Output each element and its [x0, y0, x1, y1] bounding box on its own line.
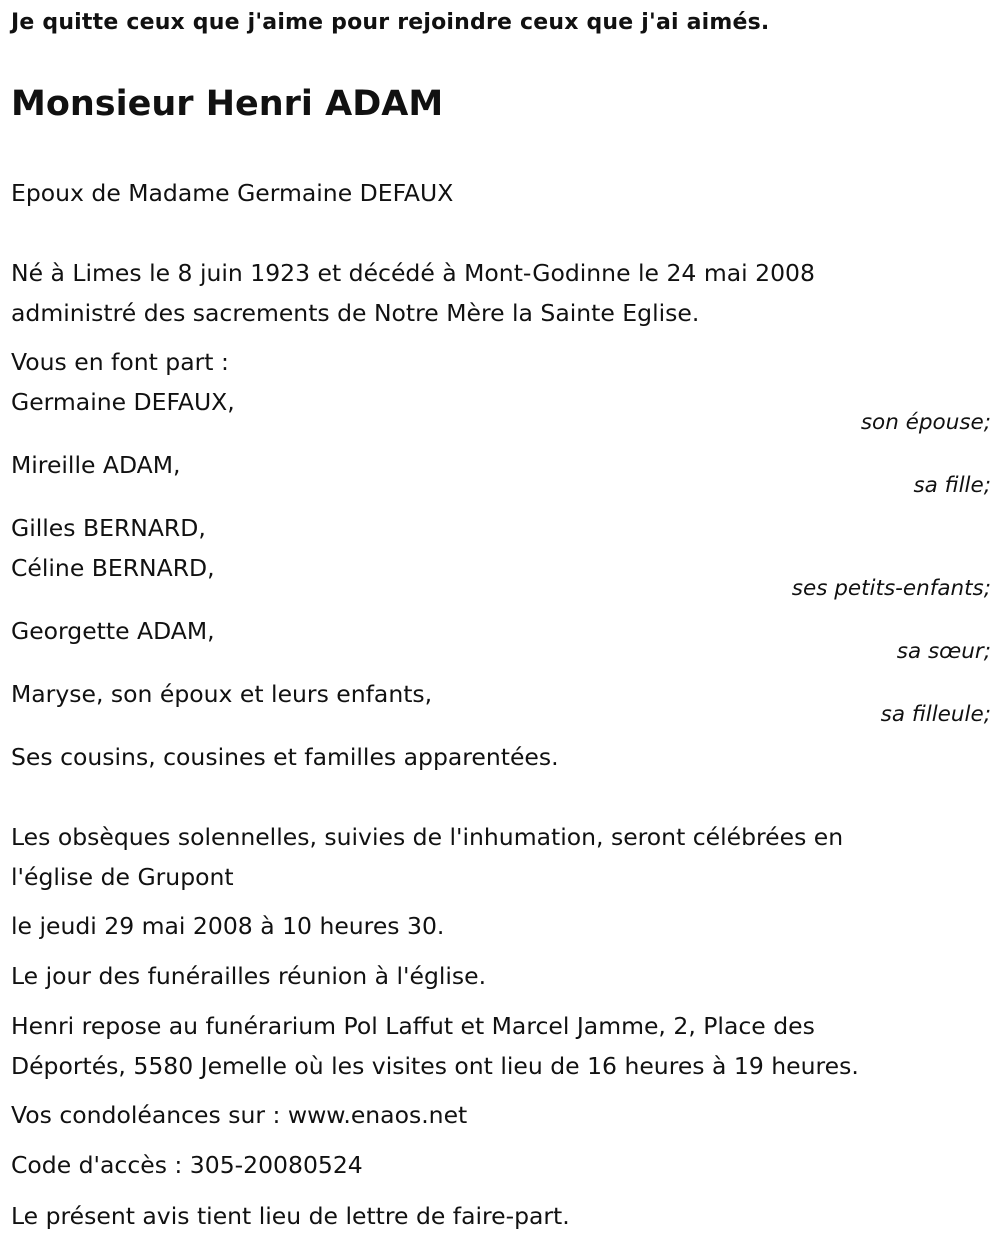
relation-spouse: son épouse; [860, 410, 991, 435]
relation-sister: sa sœur; [896, 639, 991, 664]
birth-death-line-2: administré des sacrements de Notre Mère la Sainte Eglise. [11, 299, 700, 327]
repose-line-2: Déportés, 5580 Jemelle où les visites ont lieu de 16 heures à 19 heures. [11, 1052, 859, 1080]
closing-line: Le présent avis tient lieu de lettre de faire-part. [11, 1202, 570, 1230]
relation-daughter: sa fille; [913, 473, 991, 498]
family-member-georgette: Georgette ADAM, [11, 617, 215, 645]
spouse-line: Epoux de Madame Germaine DEFAUX [11, 179, 454, 207]
funeral-meeting: Le jour des funérailles réunion à l'église. [11, 962, 487, 990]
epigraph: Je quitte ceux que j'aime pour rejoindre ceux que j'ai aimés. [11, 10, 770, 35]
family-cousins: Ses cousins, cousines et familles apparentées. [11, 743, 559, 771]
page-title: Monsieur Henri ADAM [11, 84, 444, 124]
relation-grandchildren: ses petits-enfants; [791, 576, 991, 601]
birth-death-line-1: Né à Limes le 8 juin 1923 et décédé à Mont-Godinne le 24 mai 2008 [11, 259, 815, 287]
family-member-gilles: Gilles BERNARD, [11, 514, 206, 542]
announcement-intro: Vous en font part : [11, 348, 229, 376]
access-code-line: Code d'accès : 305-20080524 [11, 1151, 363, 1179]
family-member-celine: Céline BERNARD, [11, 554, 215, 582]
condolences-line: Vos condoléances sur : www.enaos.net [11, 1101, 468, 1129]
family-member-maryse: Maryse, son époux et leurs enfants, [11, 680, 433, 708]
repose-line-1: Henri repose au funérarium Pol Laffut et Marcel Jamme, 2, Place des [11, 1012, 815, 1040]
family-member-germaine: Germaine DEFAUX, [11, 388, 235, 416]
funeral-date: le jeudi 29 mai 2008 à 10 heures 30. [11, 912, 445, 940]
funeral-line-2: l'église de Grupont [11, 863, 234, 891]
relation-goddaughter: sa filleule; [880, 702, 991, 727]
family-member-mireille: Mireille ADAM, [11, 451, 181, 479]
funeral-line-1: Les obsèques solennelles, suivies de l'inhumation, seront célébrées en [11, 823, 844, 851]
